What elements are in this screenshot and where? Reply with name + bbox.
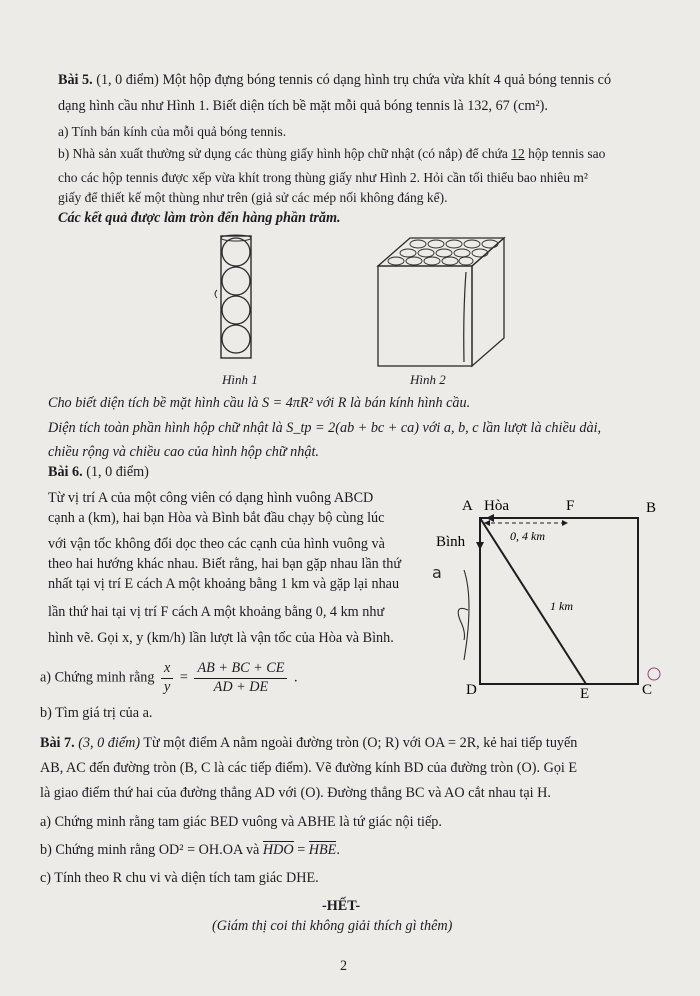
bai6-heading: Bài 6. (48, 464, 83, 480)
bai5-b1a: b) Nhà sản xuất thường sử dụng các thùng giấy hình hộp chữ nhật (có nắp) để chứa (58, 146, 508, 161)
label-Binh: Bình (436, 534, 466, 550)
bai6-text-line: lần thứ hai tại vị trí F cách A một khoảng bằng 0, 4 km như (48, 604, 385, 620)
bai6-text-line: cạnh a (km), hai bạn Hòa và Bình bắt đầu chạy bộ cùng lúc (48, 510, 385, 526)
bai6-square-diagram (428, 490, 668, 700)
arrow-af-right (562, 520, 568, 526)
bai5-line1 (58, 72, 611, 90)
tube-outline (221, 236, 251, 358)
box-top (378, 238, 504, 266)
bai5-rounding-note: Các kết quả được làm tròn đến hàng phần trăm. (58, 210, 341, 226)
bai5-b1u: 12 (511, 146, 525, 161)
tube-mark (215, 290, 217, 298)
period: . (336, 842, 340, 858)
bai7-heading: Bài 7. (40, 735, 75, 751)
bai5-points: (1, 0 điểm) (96, 72, 159, 88)
label-A: A (462, 498, 473, 514)
bai6-text-line: Từ vị trí A của một công viên có dạng hình vuông ABCD (48, 490, 374, 506)
label-dist-ae: 1 km (550, 599, 573, 613)
bai6-title (48, 464, 149, 482)
bai7-line1 (40, 735, 577, 753)
bai5-text1: Một hộp đựng bóng tennis có dạng hình trụ chứa vừa khít 4 quả bóng tennis có (162, 72, 612, 88)
box-formula-line1: Diện tích toàn phần hình hộp chữ nhật là S_tp = 2(ab + bc + ca) với a, b, c lần lượt là chiều dài, (48, 420, 602, 436)
fraction-rhs (194, 660, 287, 697)
bai6-text-line: theo hai hướng khác nhau. Biết rằng, hai bạn gặp nhau lần thứ (48, 556, 402, 572)
sphere-formula: Cho biết diện tích bề mặt hình cầu là S = 4πR² với R là bán kính hình cầu. (48, 395, 471, 411)
bai7-question-c: c) Tính theo R chu vi và diện tích tam giác DHE. (40, 870, 319, 886)
figure-1-tennis-tube (210, 232, 270, 362)
bai5-b1b: hộp tennis sao (528, 146, 606, 161)
fraction-x-over-y (161, 660, 173, 697)
label-B: B (646, 500, 657, 516)
label-D: D (466, 682, 477, 698)
bai7-text1: Từ một điểm A nằm ngoài đường tròn (O; R) với OA = 2R, kẻ hai tiếp tuyến (143, 735, 578, 751)
arc-hbe: HBE (308, 842, 337, 858)
ball-2 (222, 267, 250, 295)
box-front (378, 266, 472, 366)
ball-1 (222, 238, 250, 266)
handwritten-squiggle (458, 608, 468, 640)
bai6-text-line: nhất tại vị trí E cách A một khoảng bằng 1 km và gặp lại nhau (48, 576, 400, 592)
ball-4 (222, 325, 250, 353)
equals-sign: = (179, 669, 188, 686)
figure-1-caption: Hình 1 (222, 372, 258, 387)
arc-hdo: HDO (262, 842, 294, 858)
handwritten-a: a (432, 563, 442, 582)
box-side (472, 238, 504, 366)
bai5-question-b-line3: giấy để thiết kế một thùng như trên (giả sử các mép nối không đáng kể). (58, 190, 448, 205)
bai6-a-prefix: a) Chứng minh rằng (40, 669, 155, 686)
bai6-question-b: b) Tìm giá trị của a. (40, 705, 153, 721)
frac-den: AD + DE (213, 678, 269, 695)
box-crease (464, 272, 466, 362)
label-C: C (642, 682, 653, 698)
frac-den: y (164, 678, 171, 695)
figure-2-box (370, 232, 510, 372)
bai5-line2: dạng hình cầu như Hình 1. Biết diện tích bề mặt mỗi quả bóng tennis là 132, 67 (cm²). (58, 98, 548, 114)
bai5-question-b-line1 (58, 146, 605, 163)
label-Hoa: Hòa (484, 498, 509, 514)
bai5-heading: Bài 5. (58, 72, 93, 88)
binh-arrow-icon (476, 542, 484, 550)
invigilator-note: (Giám thị coi thi không giải thích gì thêm) (212, 918, 453, 934)
page-number: 2 (340, 958, 348, 974)
label-E: E (580, 686, 590, 700)
period: . (293, 669, 298, 686)
bai6-points: (1, 0 điểm) (86, 464, 149, 480)
box-formula-line2: chiều rộng và chiều cao của hình hộp chữ nhật. (48, 444, 319, 460)
handwritten-brace (464, 570, 469, 660)
frac-num: AB + BC + CE (194, 660, 287, 679)
frac-num: x (161, 660, 173, 679)
bai5-question-a: a) Tính bán kính của mỗi quả bóng tennis. (58, 124, 287, 139)
bai6-text-line: hình vẽ. Gọi x, y (km/h) lần lượt là vận tốc của Hòa và Bình. (48, 630, 394, 646)
figure-2-caption: Hình 2 (410, 372, 446, 387)
handwritten-c-mark (648, 668, 660, 680)
equals-sign: = (297, 842, 306, 858)
bai7-b-prefix: b) Chứng minh rằng OD² = OH.OA và (40, 842, 260, 858)
label-F: F (566, 498, 575, 514)
bai7-line2: AB, AC đến đường tròn (B, C là các tiếp điểm). Vẽ đường kính BD của đường tròn (O). Gọi E (40, 760, 578, 776)
box-tubes-top (388, 240, 498, 265)
bai6-question-a (40, 660, 297, 697)
end-marker: -HẾT- (322, 898, 361, 914)
bai5-question-b-line2: cho các hộp tennis được xếp vừa khít trong thùng giấy như Hình 2. Hỏi cần tối thiểu bao nhiêu m² (58, 170, 588, 185)
bai6-text-line: với vận tốc không đổi dọc theo các cạnh của hình vuông và (48, 536, 385, 552)
bai7-points: (3, 0 điểm) (78, 735, 141, 751)
label-dist-af: 0, 4 km (510, 529, 545, 543)
ball-3 (222, 296, 250, 324)
bai7-line3: là giao điểm thứ hai của đường thẳng AD với (O). Đường thẳng BC và AO cắt nhau tại H. (40, 785, 551, 801)
bai7-question-a: a) Chứng minh rằng tam giác BED vuông và ABHE là tứ giác nội tiếp. (40, 814, 442, 830)
bai7-question-b (40, 842, 340, 860)
